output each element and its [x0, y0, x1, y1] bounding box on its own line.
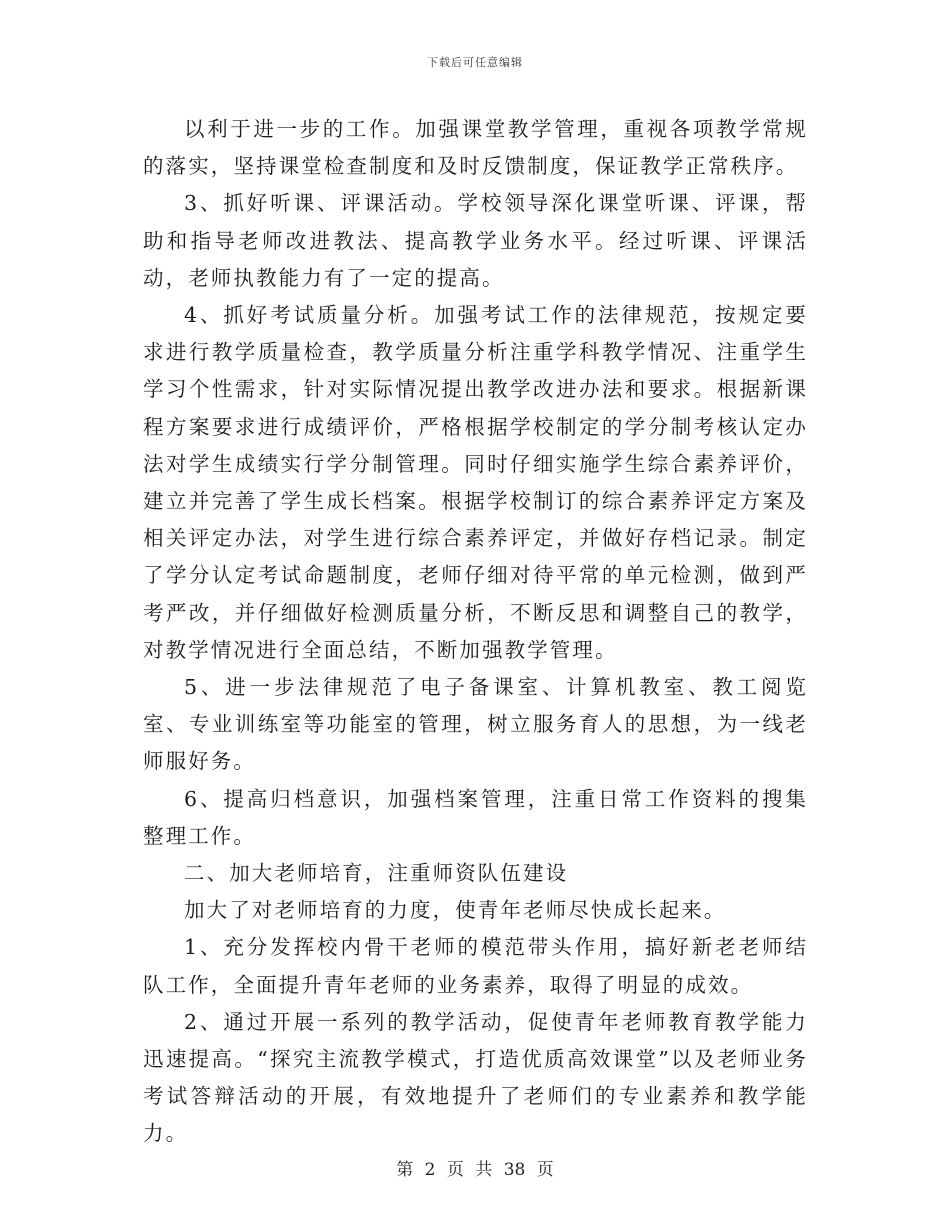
paragraph-section-2-item-1: 1、充分发挥校内骨干老师的模范带头作用，搞好新老老师结队工作，全面提升青年老师的业务素养，取得了明显的成效。	[143, 935, 808, 997]
paragraph-continuation: 以利于进一步的工作。加强课堂教学管理，重视各项教学常规的落实，坚持课堂检查制度和及时反馈制度，保证教学正常秩序。	[143, 117, 808, 179]
paragraph-section-2-item-2: 2、通过开展一系列的教学活动，促使青年老师教育教学能力迅速提高。“探究主流教学模式，打造优质高效课堂”以及老师业务考试答辩活动的开展，有效地提升了老师们的专业素养和教学能力。	[143, 1009, 808, 1146]
paragraph-item-6: 6、提高归档意识，加强档案管理，注重日常工作资料的搜集整理工作。	[143, 786, 808, 848]
paragraph-item-5: 5、进一步法律规范了电子备课室、计算机教室、教工阅览室、专业训练室等功能室的管理，树立服务育人的思想，为一线老师服好务。	[143, 675, 808, 774]
section-heading-2: 二、加大老师培育，注重师资队伍建设	[184, 861, 569, 886]
page-header: 下载后可任意编辑	[427, 56, 523, 69]
paragraph-item-4: 4、抓好考试质量分析。加强考试工作的法律规范，按规定要求进行教学质量检查，教学质量分析注重学科教学情况、注重学生学习个性需求，针对实际情况提出教学改进办法和要求。根据新课程方案要求进行成绩评价，严格根据学校制定的学分制考核认定办法对学生成绩实行学分制管理。同时仔细实施学生综合素养评价，建立并完善了学生成长档案。根据学校制订的综合素养评定方案及相关评定办法，对学生进行综合素养评定，并做好存档记录。制定了学分认定考试命题制度，老师仔细对待平常的单元检测，做到严考严改，并仔细做好检测质量分析，不断反思和调整自己的教学，对教学情况进行全面总结，不断加强教学管理。	[143, 303, 808, 662]
document-body	[143, 111, 808, 1153]
paragraph-item-3: 3、抓好听课、评课活动。学校领导深化课堂听课、评课，帮助和指导老师改进教法、提高教学业务水平。经过听课、评课活动，老师执教能力有了一定的提高。	[143, 191, 808, 290]
page-footer: 第 2 页 共 38 页	[396, 1160, 554, 1180]
paragraph-section-2-intro: 加大了对老师培育的力度，使青年老师尽快成长起来。	[184, 898, 727, 923]
